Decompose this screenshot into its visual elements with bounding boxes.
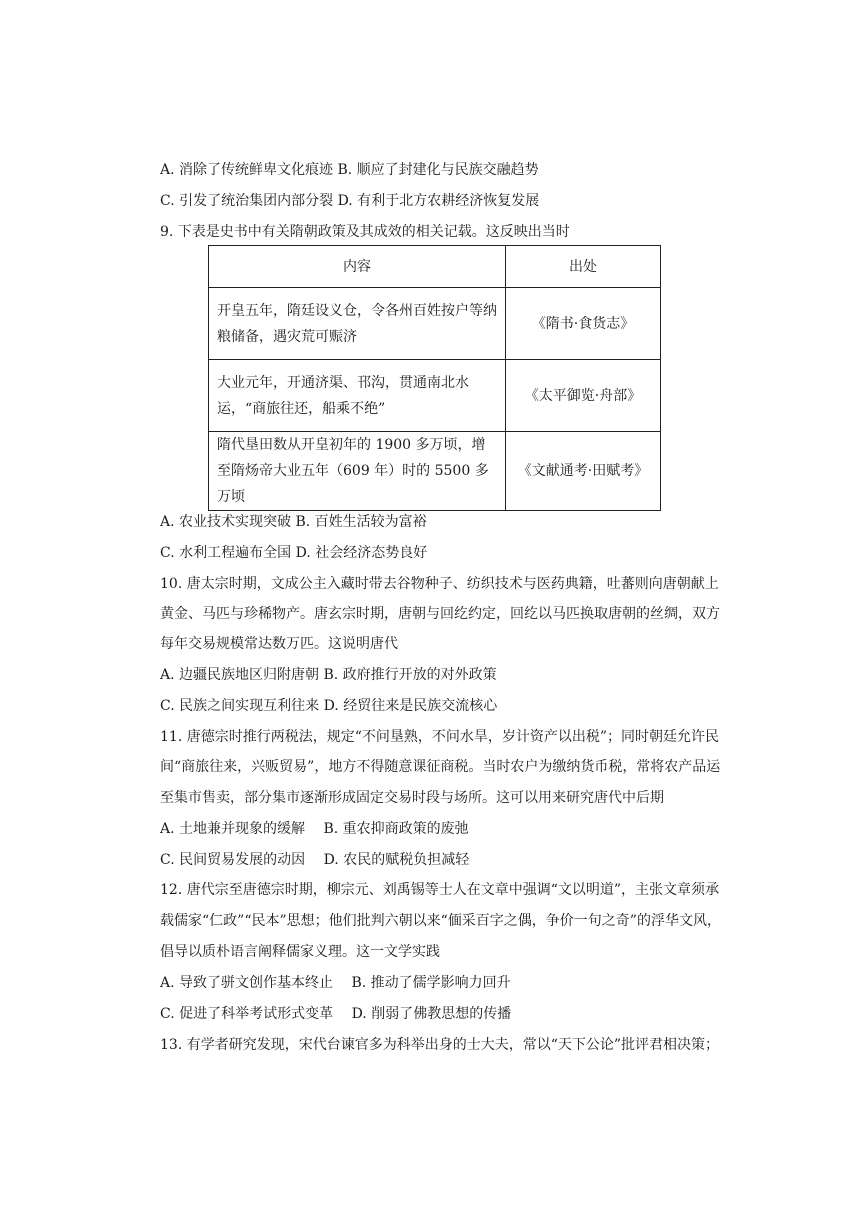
- q10-line-1: 10. 唐太宗时期，文成公主入藏时带去谷物种子、纺织技术与医药典籍，吐蕃则向唐朝献上: [160, 576, 719, 592]
- q12-line-2: 载儒家“仁政”“民本”思想；他们批判六朝以来“偭采百字之偶，争价一句之奇”的浮华文风，: [160, 913, 721, 929]
- q8-options-ab: A. 消除了传统鲜卑文化痕迹 B. 顺应了封建化与民族交融趋势: [160, 162, 539, 178]
- q11-line-3: 至集市售卖，部分集市逐渐形成固定交易时段与场所。这可以用来研究唐代中后期: [160, 790, 664, 806]
- q12-line-1: 12. 唐代宗至唐德宗时期，柳宗元、刘禹锡等士人在文章中强调“文以明道”，主张文章须承: [160, 882, 720, 898]
- header-content: 内容: [209, 246, 506, 288]
- table-header-row: [209, 246, 661, 288]
- q10-options-cd: C. 民族之间实现互利往来 D. 经贸往来是民族交流核心: [160, 698, 498, 714]
- q11-line-1: 11. 唐德宗时推行两税法，规定“不问垦熟，不问水旱，岁计资产以出税”；同时朝廷允许民: [160, 729, 720, 745]
- q11-options-ab: A. 土地兼并现象的缓解 B. 重农抑商政策的废弛: [160, 821, 469, 837]
- row-content: 隋代垦田数从开皇初年的 1900 多万顷，增至隋炀帝大业五年（609 年）时的 5500 多万顷: [209, 432, 506, 511]
- table-row: [209, 360, 661, 432]
- header-source: 出处: [506, 246, 661, 288]
- q10-line-2: 黄金、马匹与珍稀物产。唐玄宗时期，唐朝与回纥约定，回纥以马匹换取唐朝的丝绸，双方: [160, 606, 720, 622]
- row-source: 《文献通考·田赋考》: [506, 432, 661, 511]
- row-content: 开皇五年，隋廷设义仓，令各州百姓按户等纳粮储备，遇灾荒可赈济: [209, 288, 506, 360]
- q9-options-cd: C. 水利工程遍布全国 D. 社会经济态势良好: [160, 545, 428, 561]
- q10-options-ab: A. 边疆民族地区归附唐朝 B. 政府推行开放的对外政策: [160, 667, 497, 683]
- row-source: 《太平御览·舟部》: [506, 360, 661, 432]
- q12-options-cd: C. 促进了科举考试形式变革 D. 削弱了佛教思想的传播: [160, 1006, 512, 1022]
- q12-line-3: 倡导以质朴语言阐释儒家义理。这一文学实践: [160, 944, 440, 960]
- table-row: [209, 432, 661, 511]
- q9-options-ab: A. 农业技术实现突破 B. 百姓生活较为富裕: [160, 514, 427, 530]
- q11-line-2: 间“商旅往来，兴贩贸易”，地方不得随意课征商税。当时农户为缴纳货币税，常将农产品运: [160, 759, 721, 775]
- q11-options-cd: C. 民间贸易发展的动因 D. 农民的赋税负担减轻: [160, 852, 470, 868]
- q8-options-cd: C. 引发了统治集团内部分裂 D. 有利于北方农耕经济恢复发展: [160, 193, 540, 209]
- row-source: 《隋书·食货志》: [506, 288, 661, 360]
- q13-line-1: 13. 有学者研究发现，宋代台谏官多为科举出身的士大夫，常以“天下公论”批评君相决策；: [160, 1037, 720, 1053]
- q9-stem: 9. 下表是史书中有关隋朝政策及其成效的相关记载。这反映出当时: [160, 224, 570, 240]
- q10-line-3: 每年交易规模常达数万匹。这说明唐代: [160, 636, 398, 652]
- q9-records-table: [208, 245, 661, 511]
- q12-options-ab: A. 导致了骈文创作基本终止 B. 推动了儒学影响力回升: [160, 975, 511, 991]
- row-content: 大业元年，开通济渠、邗沟，贯通南北水运，“商旅往还，船乘不绝”: [209, 360, 506, 432]
- table-row: [209, 288, 661, 360]
